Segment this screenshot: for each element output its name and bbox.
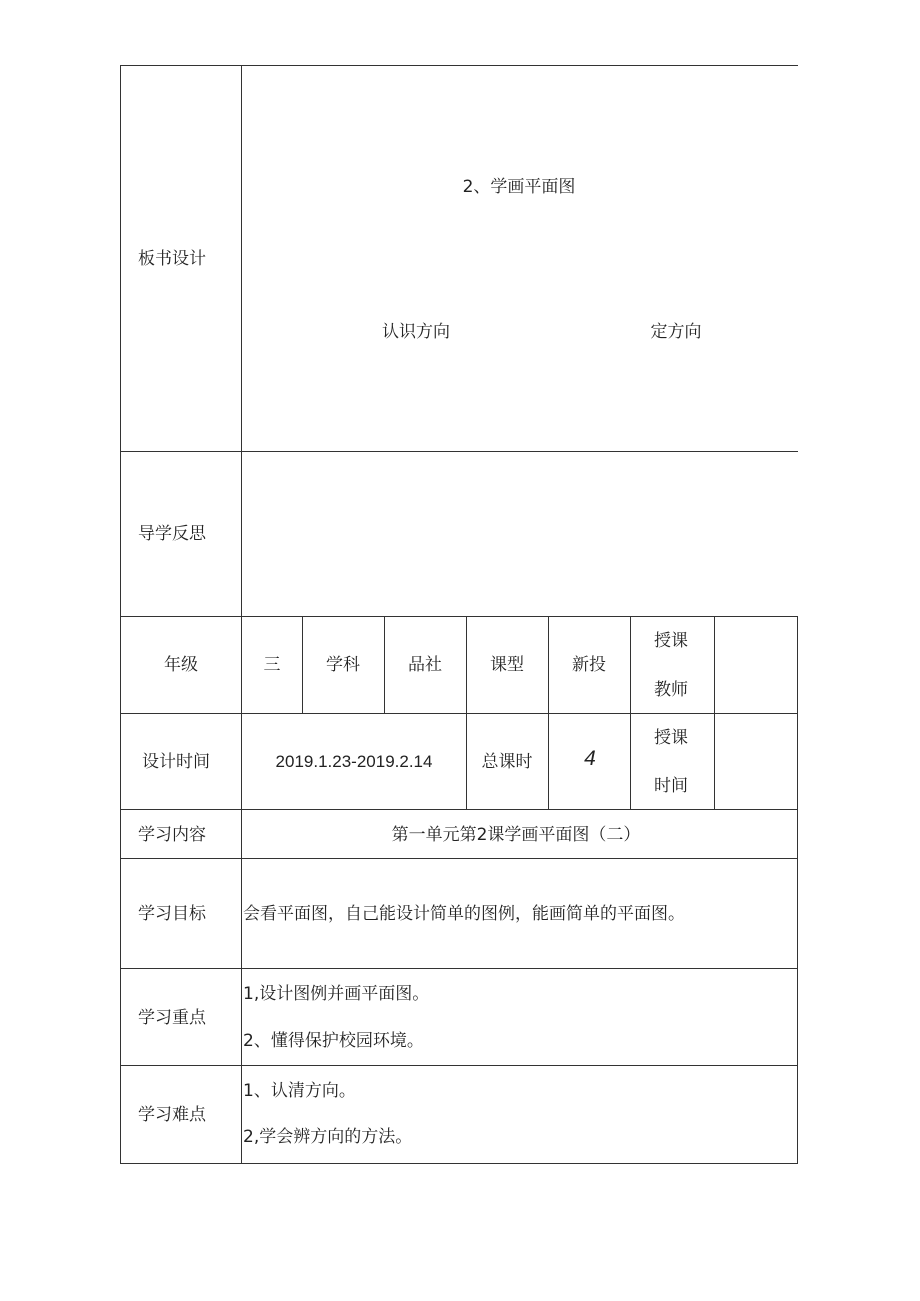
lesson-type-value: 新投 [572,655,606,675]
content-label: 学习内容 [138,825,206,845]
reflection-label: 导学反思 [138,524,206,544]
difficulties-label: 学习难点 [138,1105,206,1125]
subject-label: 学科 [326,655,360,675]
key-point-item: 1,设计图例并画平面图。 [243,984,430,1004]
teach-time-label-line2: 时间 [654,776,688,796]
lesson-type-label: 课型 [490,655,524,675]
key-points-label: 学习重点 [138,1008,206,1028]
total-hours-label: 总课时 [481,752,533,772]
content-value: 第一单元第2课学画平面图（二） [391,825,641,845]
difficulty-item: 2,学会辨方向的方法。 [243,1127,413,1147]
difficulty-item: 1、认清方向。 [243,1081,356,1101]
goals-value: 会看平面图，自己能设计简单的图例，能画简单的平面图。 [243,904,685,924]
board-right-text: 定方向 [650,322,702,342]
total-hours-value: 4 [584,747,596,770]
board-left-text: 认识方向 [382,322,450,342]
board-title: 2、学画平面图 [462,177,576,197]
goals-label: 学习目标 [138,904,206,924]
grade-label: 年级 [164,655,198,675]
key-point-item: 2、懂得保护校园环境。 [243,1031,424,1051]
design-time-value: 2019.1.23-2019.2.14 [275,752,433,771]
teach-time-label-line1: 授课 [654,728,688,748]
teacher-label-line2: 教师 [654,680,688,700]
subject-value: 品社 [408,655,442,675]
teacher-label-line1: 授课 [654,631,688,651]
design-time-label: 设计时间 [142,752,210,772]
grade-value: 三 [263,655,281,675]
board-design-label: 板书设计 [138,249,206,269]
